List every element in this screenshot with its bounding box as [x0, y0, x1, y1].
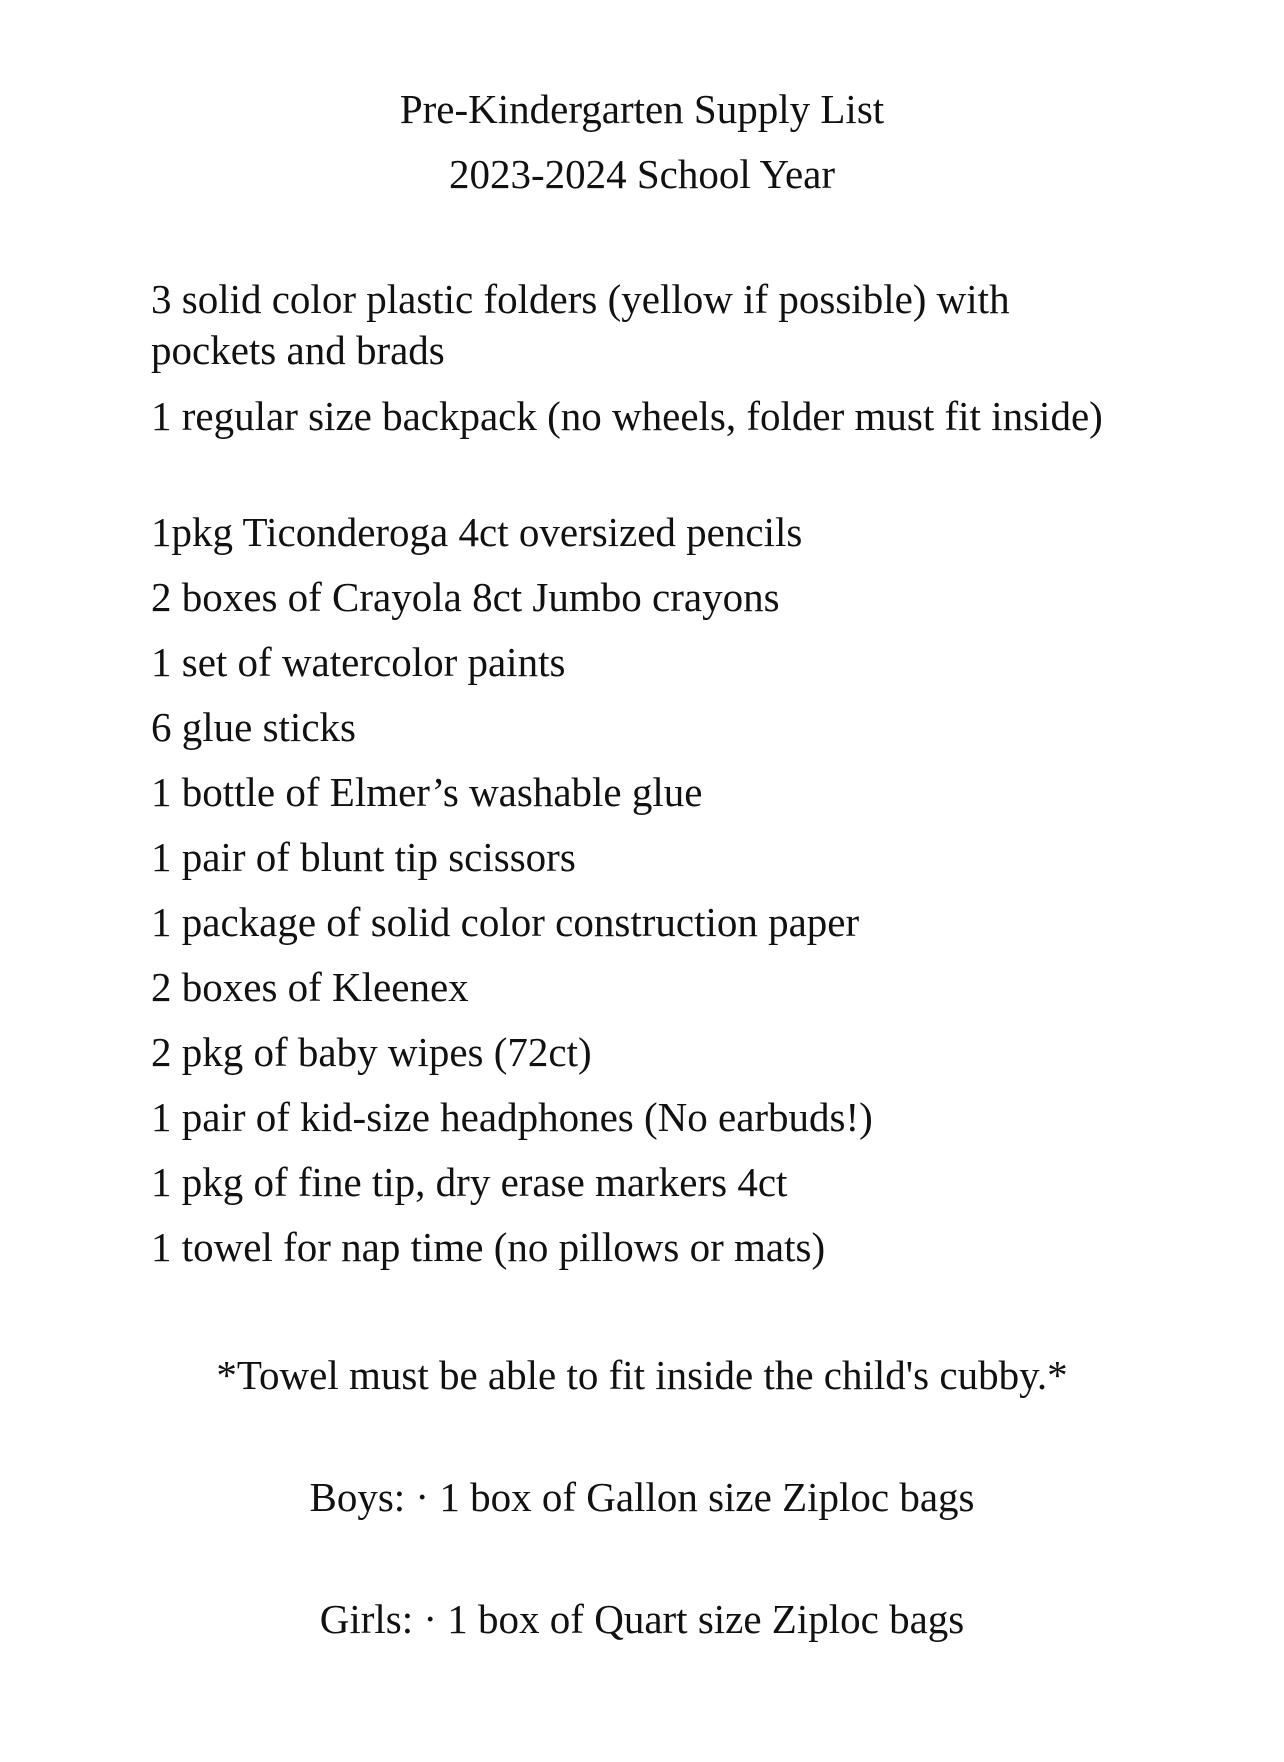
- boys-note: Boys: · 1 box of Gallon size Ziploc bags: [309, 1474, 975, 1520]
- list-item: 1 regular size backpack (no wheels, folder must fit inside): [151, 393, 1103, 439]
- page-title: Pre-Kindergarten Supply List: [399, 86, 885, 132]
- towel-note: *Towel must be able to fit inside the child's cubby.*: [216, 1352, 1068, 1398]
- list-item: 1 pair of blunt tip scissors: [151, 834, 576, 880]
- list-item: 2 pkg of baby wipes (72ct): [151, 1029, 592, 1075]
- list-item: 3 solid color plastic folders (yellow if possible) with pockets and brads: [151, 276, 1010, 373]
- girls-note: Girls: · 1 box of Quart size Ziploc bags: [319, 1596, 965, 1642]
- list-item: 1 bottle of Elmer’s washable glue: [151, 769, 703, 815]
- list-item: 1 pkg of fine tip, dry erase markers 4ct: [151, 1159, 788, 1205]
- school-year: 2023-2024 School Year: [448, 151, 836, 197]
- list-item: 2 boxes of Crayola 8ct Jumbo crayons: [151, 574, 780, 620]
- list-item: 6 glue sticks: [151, 704, 356, 750]
- list-item: 1 towel for nap time (no pillows or mats): [151, 1224, 826, 1270]
- list-item: 1 package of solid color construction paper: [151, 899, 860, 945]
- list-item: 1pkg Ticonderoga 4ct oversized pencils: [151, 509, 803, 555]
- list-item: 1 pair of kid-size headphones (No earbuds!): [151, 1094, 873, 1140]
- list-item: 1 set of watercolor paints: [151, 639, 566, 685]
- list-item: 2 boxes of Kleenex: [151, 964, 469, 1010]
